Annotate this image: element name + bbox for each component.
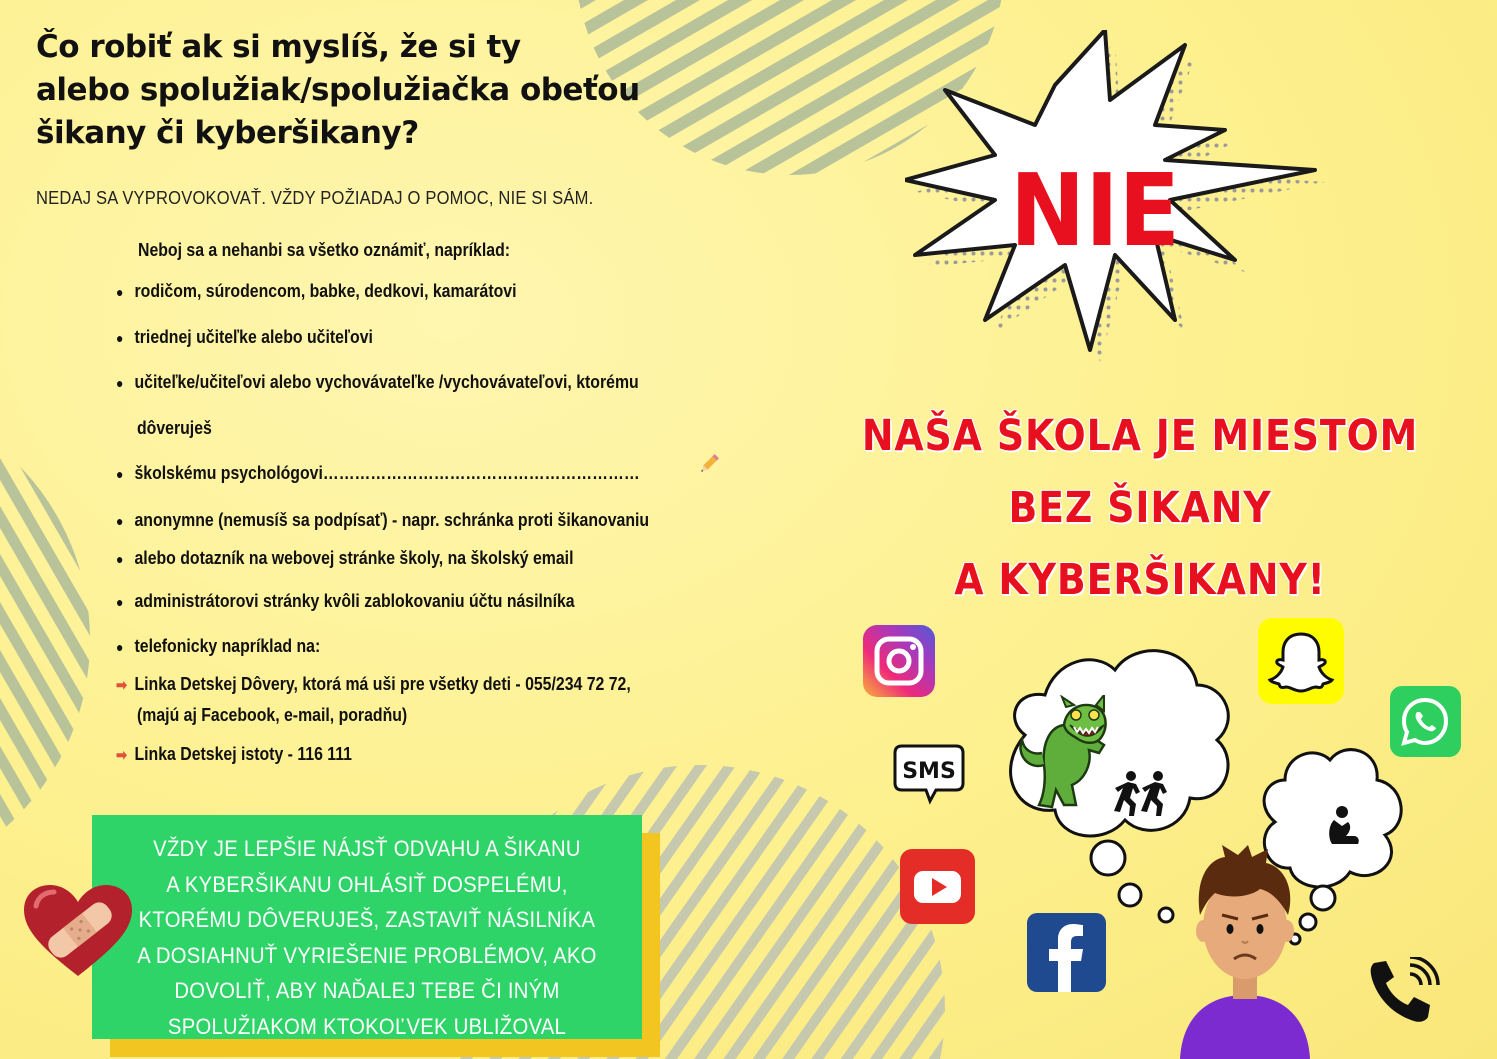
youtube-icon (900, 849, 975, 924)
slogan-line-1: NAŠA ŠKOLA JE MIESTOM (861, 411, 1419, 461)
burst-text: NIE (1010, 152, 1180, 269)
sms-label: SMS (902, 759, 956, 784)
callout-line: A DOSIAHNUŤ VYRIEŠENIE PROBLÉMOV, AKO (137, 942, 597, 968)
intro-text: Neboj sa a nehanbi sa všetko oznámiť, napríklad: (138, 240, 511, 260)
callout-line: A KYBERŠIKANU OHLÁSIŤ DOSPELÉMU, (166, 871, 568, 897)
hotline-item: ➡ Linka Detskej Dôvery, ktorá má uši pre všetky deti - 055/234 72 72, (116, 674, 631, 694)
bullet-icon: ● (116, 639, 124, 655)
running-people-icon (1114, 770, 1174, 818)
bullet-icon: ● (116, 330, 124, 346)
heading-line-1: Čo robiť ak si myslíš, že si ty (36, 29, 521, 65)
bullet-icon: ● (116, 284, 124, 300)
bullet-icon: ● (116, 594, 124, 610)
list-item: ● alebo dotazník na webovej stránke školy, na školský email (116, 548, 574, 568)
bullet-icon: ● (116, 466, 124, 482)
callout-line: DOVOLIŤ, ABY NAĎALEJ TEBE ČI INÝM (174, 978, 560, 1003)
phone-icon (1366, 957, 1444, 1027)
list-item: ● rodičom, súrodencom, babke, dedkovi, kamarátovi (116, 281, 517, 301)
sad-person-icon (1324, 804, 1370, 850)
pencil-icon (697, 452, 721, 476)
arrow-icon: ➡ (116, 677, 128, 694)
callout-line: SPOLUŽIAKOM KTOKOĽVEK UBLIŽOVAL (167, 1013, 567, 1039)
sms-bubble-icon (892, 743, 966, 805)
stripe-circle-left (0, 390, 90, 890)
slogan (820, 400, 1460, 616)
callout-line: VŽDY JE LEPŠIE NÁJSŤ ODVAHU A ŠIKANU (153, 836, 581, 861)
sad-boy-illustration (1170, 845, 1320, 1059)
list-item: ● administrátorovi stránky kvôli zablokovaniu účtu násilníka (116, 591, 575, 611)
arrow-icon: ➡ (116, 747, 128, 764)
callout-line: KTORÉMU DÔVERUJEŠ, ZASTAVIŤ NÁSILNÍKA (138, 907, 596, 932)
list-item: ● anonymne (nemusíš sa podpísať) - napr. schránka proti šikanovaniu (116, 510, 650, 530)
list-item: ● učiteľke/učiteľovi alebo vychovávateľke /vychovávateľovi, ktorému (116, 372, 639, 392)
nie-burst (905, 30, 1335, 375)
bandaged-heart-icon (22, 884, 134, 978)
slogan-line-3: A KYBERŠIKANY! (954, 555, 1326, 605)
list-item-continuation: dôveruješ (137, 418, 212, 438)
list-item: ● školskému psychológovi…………………………………………………… (116, 463, 640, 483)
hotline-item: ➡ Linka Detskej istoty - 116 111 (116, 744, 352, 764)
instagram-icon (863, 625, 935, 697)
main-heading (36, 26, 676, 155)
heading-line-3: šikany či kyberšikany? (36, 115, 419, 151)
heading-line-2: alebo spolužiak/spolužiačka obeťou (36, 72, 640, 108)
subtitle: NEDAJ SA VYPROVOKOVAŤ. VŽDY POŽIADAJ O POMOC, NIE SI SÁM. (36, 188, 594, 208)
callout-box (92, 815, 642, 1039)
bullet-icon: ● (116, 375, 124, 391)
hotline-item-continuation: (majú aj Facebook, e-mail, poradňu) (137, 705, 408, 725)
bullet-icon: ● (116, 551, 124, 567)
monster-icon (1004, 695, 1124, 815)
slogan-line-2: BEZ ŠIKANY (1008, 483, 1272, 533)
bullet-icon: ● (116, 513, 124, 529)
list-item: ● triednej učiteľke alebo učiteľovi (116, 327, 373, 347)
list-item: ● telefonicky napríklad na: (116, 636, 321, 656)
